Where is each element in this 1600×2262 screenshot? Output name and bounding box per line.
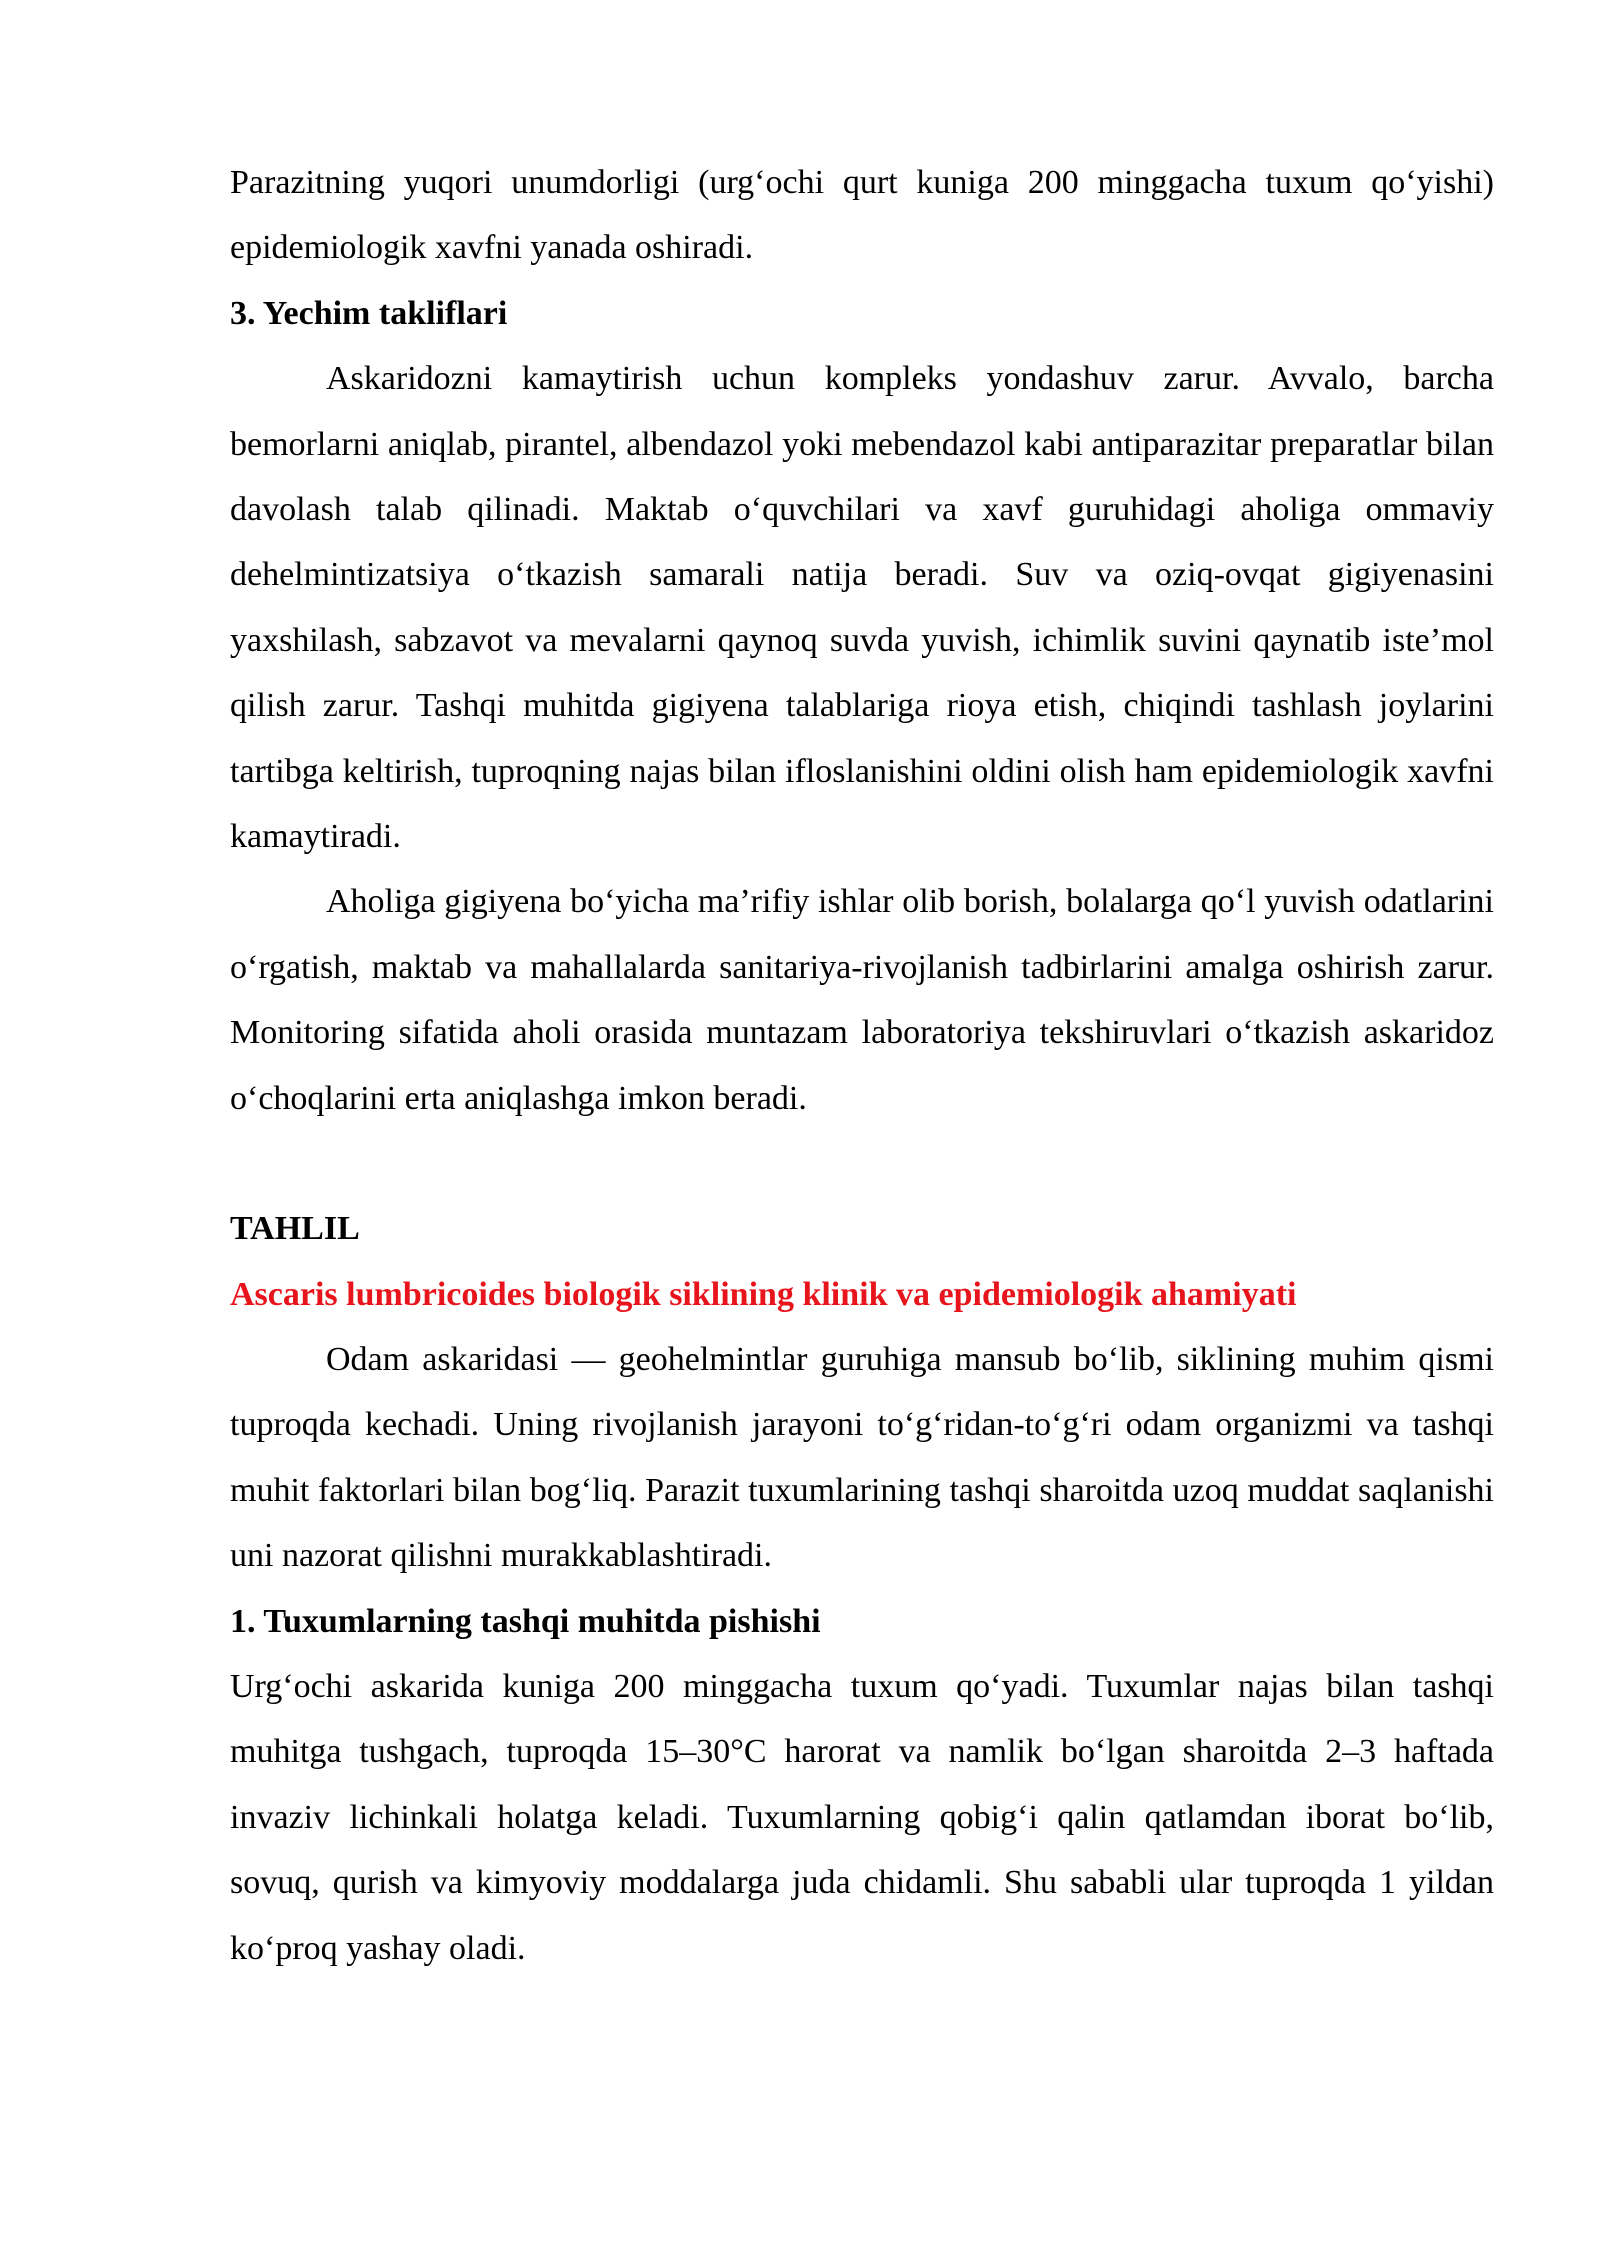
- document-body: [230, 150, 1494, 1981]
- intro-paragraph: Parazitning yuqori unumdorligi (urg‘ochi qurt kuniga 200 minggacha tuxum qo‘yishi) epidemiologik xavfni yanada oshiradi.: [230, 164, 1494, 267]
- analysis-heading: TAHLIL: [230, 1210, 360, 1248]
- section-spacer: [230, 1131, 1494, 1196]
- eggs-maturation-paragraph: Urg‘ochi askarida kuniga 200 minggacha tuxum qo‘yadi. Tuxumlar najas bilan tashqi muhitga tushgach, tuproqda 15–30°C harorat va namlik bo‘lgan sharoitda 2–3 haftada invaziv lichinkali holatga keladi. Tuxumlarning qobig‘i qalin qatlamdan iborat bo‘lib, sovuq, qurish va kimyoviy moddalarga juda chidamli. Shu sababli ular tuproqda 1 yildan ko‘proq yashay oladi.: [230, 1667, 1494, 1967]
- solutions-paragraph-2: Aholiga gigiyena bo‘yicha ma’rifiy ishlar olib borish, bolalarga qo‘l yuvish odatlarini o‘rgatish, maktab va mahallalarda sanitariya-rivojlanish tadbirlarini amalga oshirish zarur. Monitoring sifatida aholi orasida muntazam laboratoriya tekshiruvlari o‘tkazish askaridoz o‘choqlarini erta aniqlashga imkon beradi.: [230, 883, 1494, 1117]
- analysis-subheading: Ascaris lumbricoides biologik siklining klinik va epidemiologik ahamiyati: [230, 1275, 1297, 1313]
- solutions-heading: 3. Yechim takliflari: [230, 294, 508, 332]
- eggs-maturation-heading: 1. Tuxumlarning tashqi muhitda pishishi: [230, 1602, 821, 1640]
- solutions-paragraph-1: Askaridozni kamaytirish uchun kompleks yondashuv zarur. Avvalo, barcha bemorlarni aniqlab, pirantel, albendazol yoki mebendazol kabi antiparazitar preparatlar bilan davolash talab qilinadi. Maktab o‘quvchilari va xavf guruhidagi aholiga ommaviy dehelmintizatsiya o‘tkazish samarali natija beradi. Suv va oziq-ovqat gigiyenasini yaxshilash, sabzavot va mevalarni qaynoq suvda yuvish, ichimlik suvini qaynatib iste’mol qilish zarur. Tashqi muhitda gigiyena talablariga rioya etish, chiqindi tashlash joylarini tartibga keltirish, tuproqning najas bilan ifloslanishini oldini olish ham epidemiologik xavfni kamaytiradi.: [230, 360, 1494, 856]
- analysis-paragraph-1: Odam askaridasi — geohelmintlar guruhiga mansub bo‘lib, siklining muhim qismi tuproqda kechadi. Uning rivojlanish jarayoni to‘g‘ridan-to‘g‘ri odam organizmi va tashqi muhit faktorlari bilan bog‘liq. Parazit tuxumlarining tashqi sharoitda uzoq muddat saqlanishi uni nazorat qilishni murakkablashtiradi.: [230, 1340, 1494, 1575]
